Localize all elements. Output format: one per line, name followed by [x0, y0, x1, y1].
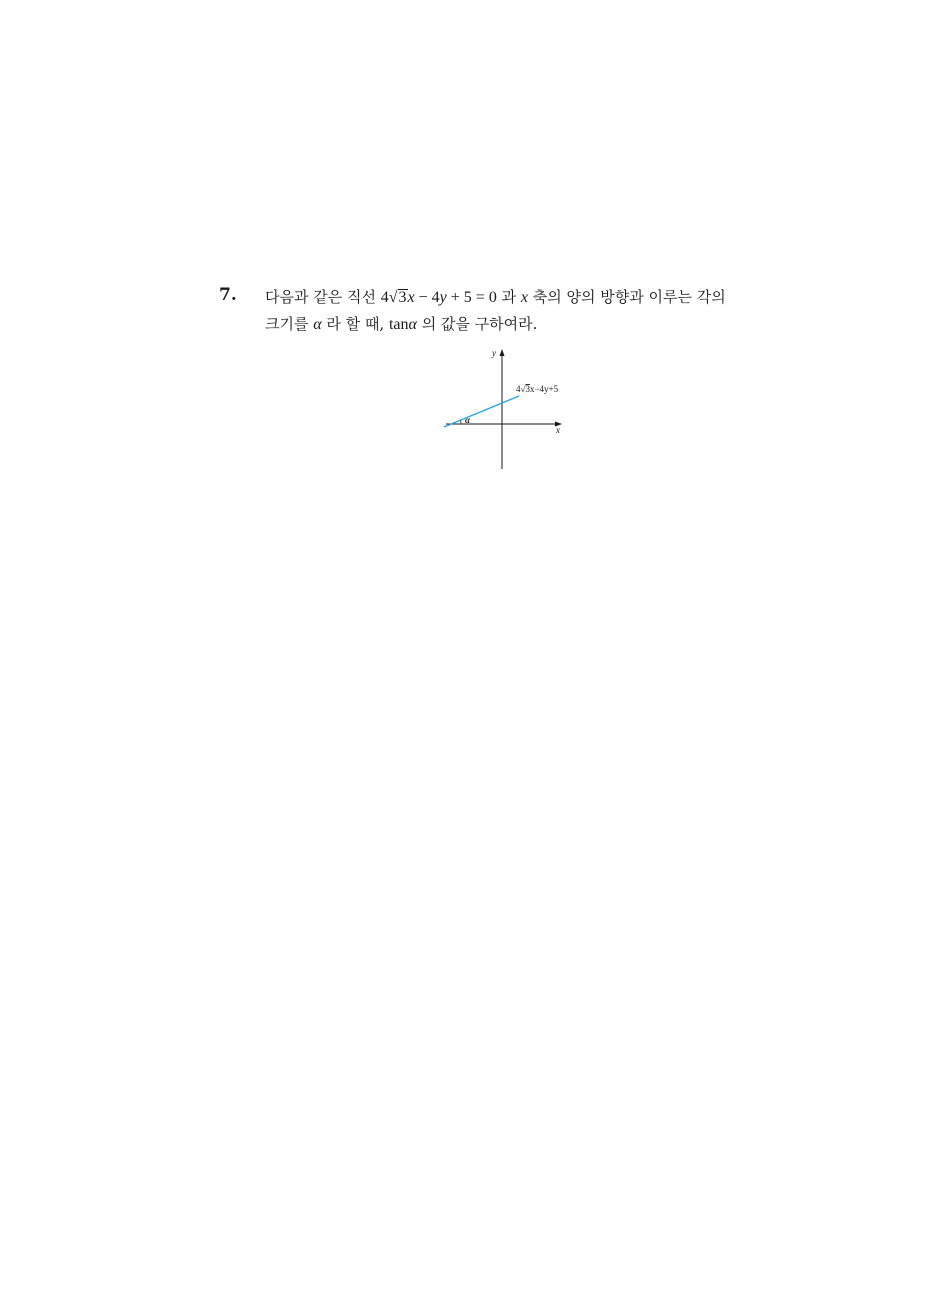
statement-text: 크기를	[265, 315, 314, 333]
sqrt-radicand: 3	[398, 289, 407, 306]
x-axis-label: x	[556, 425, 560, 435]
statement-text: 축의 양의 방향과 이루는 각의	[527, 288, 726, 306]
axis-x-symbol: x	[520, 289, 528, 306]
y-axis-arrow-icon	[500, 349, 505, 356]
statement-text: 다음과 같은 직선	[265, 288, 381, 306]
problem-statement-line-2	[265, 313, 537, 336]
angle-arc	[461, 421, 462, 425]
alpha-symbol: α	[313, 316, 322, 333]
equation-line	[444, 396, 519, 427]
label-sqrt-icon: √	[520, 384, 526, 394]
equation-var-x: x	[407, 289, 415, 306]
line-equation	[381, 289, 497, 306]
y-axis-label: y	[492, 348, 496, 358]
line-equation-label	[516, 384, 559, 394]
angle-label: α	[465, 415, 470, 425]
statement-text: 과	[496, 288, 521, 306]
statement-text: 라 할 때,	[321, 315, 389, 333]
label-rest: x−4y+5	[529, 384, 559, 394]
label-coefficient: 4	[516, 384, 521, 394]
alpha-symbol: α	[408, 316, 417, 333]
equation-coefficient: 4	[380, 289, 389, 306]
sqrt-symbol: √3	[388, 289, 407, 306]
problem-statement-line-1	[265, 286, 726, 309]
tan-function: tan	[388, 316, 409, 333]
label-radicand: 3	[525, 384, 530, 394]
equation-var-y: y	[439, 289, 447, 306]
line-diagram	[440, 345, 580, 473]
problem-number: 7.	[219, 285, 237, 305]
equation-tail: + 5 = 0	[446, 289, 497, 306]
equation-middle: − 4	[414, 289, 440, 306]
statement-text: 의 값을 구하여라.	[416, 315, 538, 333]
